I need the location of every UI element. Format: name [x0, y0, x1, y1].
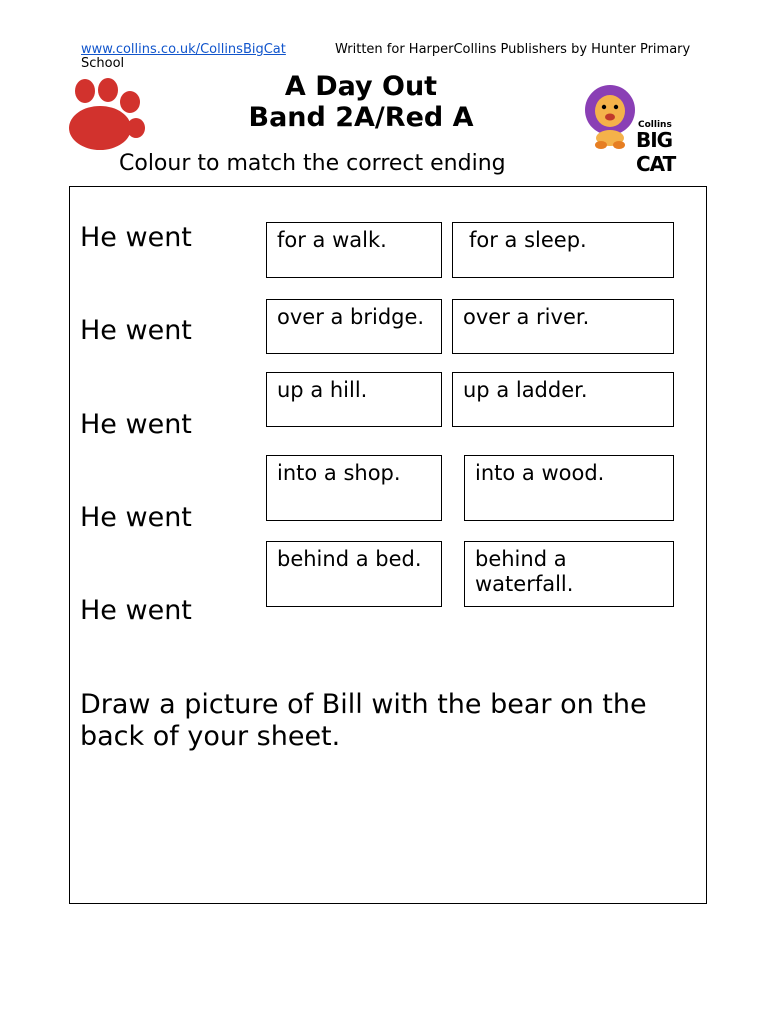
author-credit-continued: School	[81, 56, 125, 71]
worksheet-band: Band 2A/Red A	[248, 102, 474, 133]
collins-link[interactable]: www.collins.co.uk/CollinsBigCat	[81, 42, 286, 57]
ending-option[interactable]: up a ladder.	[452, 372, 674, 427]
worksheet-title: A Day Out	[284, 71, 438, 102]
ending-option[interactable]: over a bridge.	[266, 299, 442, 354]
ending-option[interactable]: behind a bed.	[266, 541, 442, 607]
collins-big-cat-logo	[584, 84, 708, 176]
lion-icon	[584, 84, 638, 150]
brand-big-cat: BIG CAT	[636, 128, 676, 176]
ending-option[interactable]: up a hill.	[266, 372, 442, 427]
sentence-stem: He went	[80, 409, 192, 440]
sentence-stem: He went	[80, 222, 192, 253]
ending-option[interactable]: over a river.	[452, 299, 674, 354]
sentence-stem: He went	[80, 595, 192, 626]
ending-option[interactable]: into a shop.	[266, 455, 442, 521]
ending-option[interactable]: for a sleep.	[452, 222, 674, 278]
sentence-stem: He went	[80, 502, 192, 533]
sentence-stem: He went	[80, 315, 192, 346]
ending-option[interactable]: into a wood.	[464, 455, 674, 521]
author-credit: Written for HarperCollins Publishers by Hunter Primary	[335, 42, 691, 57]
ending-option[interactable]: for a walk.	[266, 222, 442, 278]
drawing-task: Draw a picture of Bill with the bear on the back of your sheet.	[80, 689, 647, 752]
instruction-text: Colour to match the correct ending	[119, 151, 506, 176]
ending-option[interactable]: behind a waterfall.	[464, 541, 674, 607]
brand-collins: Collins	[638, 120, 672, 130]
paw-print-icon	[68, 78, 148, 150]
